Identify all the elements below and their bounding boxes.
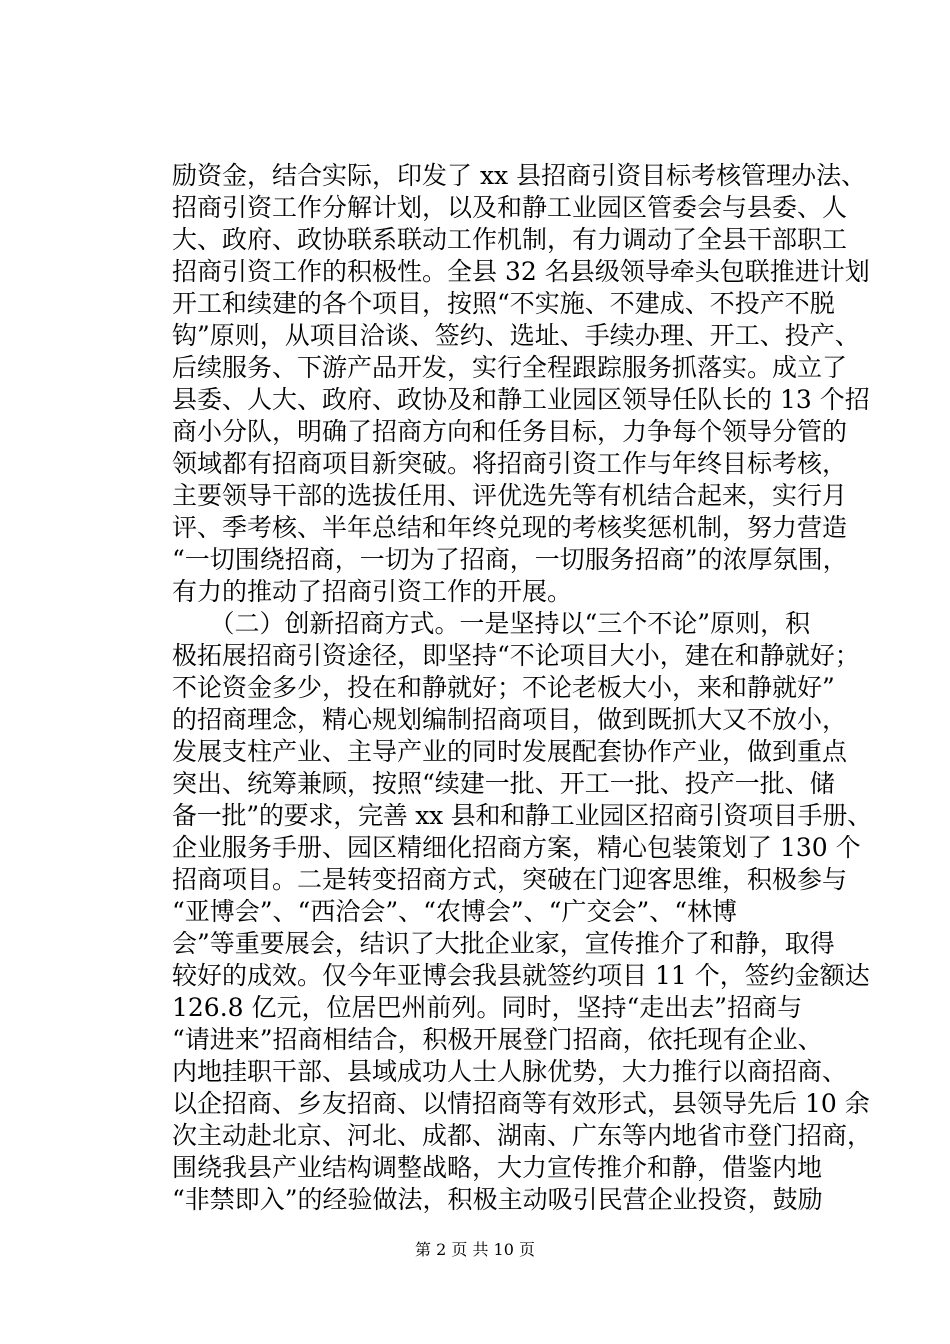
text-line: 领域都有招商项目新突破。将招商引资工作与年终目标考核， bbox=[172, 449, 848, 478]
text-line: 以企招商、乡友招商、以情招商等有效形式，县领导先后 10 余 bbox=[172, 1089, 870, 1118]
text-line: 极拓展招商引资途径，即坚持“不论项目大小，建在和静就好； bbox=[172, 641, 860, 670]
body-text bbox=[172, 160, 872, 1216]
text-line: 有力的推动了招商引资工作的开展。 bbox=[172, 577, 573, 606]
text-line: 发展支柱产业、主导产业的同时发展配套协作产业，做到重点 bbox=[172, 737, 848, 766]
text-line: 内地挂职干部、县域成功人士人脉优势，大力推行以商招商、 bbox=[172, 1057, 848, 1086]
text-line: 招商引资工作的积极性。全县 32 名县级领导牵头包联推进计划 bbox=[172, 257, 870, 286]
text-line: 评、季考核、半年总结和年终兑现的考核奖惩机制，努力营造 bbox=[172, 513, 848, 542]
text-line: “请进来”招商相结合，积极开展登门招商，依托现有企业、 bbox=[172, 1025, 823, 1054]
text-line: 励资金，结合实际，印发了 xx 县招商引资目标考核管理办法、 bbox=[172, 161, 867, 190]
text-line: 后续服务、下游产品开发，实行全程跟踪服务抓落实。成立了 bbox=[172, 353, 848, 382]
text-line: 突出、统筹兼顾，按照“续建一批、开工一批、投产一批、储 bbox=[172, 769, 835, 798]
text-line: “一切围绕招商，一切为了招商，一切服务招商”的浓厚氛围， bbox=[172, 545, 848, 574]
text-line: “亚博会”、“西洽会”、“农博会”、“广交会”、“林博 bbox=[172, 897, 738, 926]
text-line: 较好的成效。仅今年亚博会我县就签约项目 11 个，签约金额达 bbox=[172, 961, 870, 990]
text-line: 次主动赴北京、河北、成都、湖南、广东等内地省市登门招商， bbox=[172, 1121, 873, 1150]
text-line: 会”等重要展会，结识了大批企业家，宣传推介了和静，取得 bbox=[172, 929, 835, 958]
text-line: 招商项目。二是转变招商方式，突破在门迎客思维，积极参与 bbox=[172, 865, 848, 894]
text-line: 开工和续建的各个项目，按照“不实施、不建成、不投产不脱 bbox=[172, 289, 835, 318]
text-line: 招商引资工作分解计划，以及和静工业园区管委会与县委、人 bbox=[172, 193, 848, 222]
text-line: “非禁即入”的经验做法，积极主动吸引民营企业投资，鼓励 bbox=[172, 1185, 823, 1214]
text-line: 126.8 亿元，位居巴州前列。同时，坚持“走出去”招商与 bbox=[172, 993, 803, 1022]
text-line: 备一批”的要求，完善 xx 县和和静工业园区招商引资项目手册、 bbox=[172, 801, 872, 830]
page-footer: 第 2 页 共 10 页 bbox=[415, 1240, 535, 1259]
text-line: 县委、人大、政府、政协及和静工业园区领导任队长的 13 个招 bbox=[172, 385, 870, 414]
text-line: 的招商理念，精心规划编制招商项目，做到既抓大又不放小， bbox=[172, 705, 848, 734]
text-line: 围绕我县产业结构调整战略，大力宣传推介和静，借鉴内地 bbox=[172, 1153, 823, 1182]
text-line: 钩”原则，从项目洽谈、签约、选址、手续办理、开工、投产、 bbox=[172, 321, 860, 350]
text-line: 大、政府、政协联系联动工作机制，有力调动了全县干部职工 bbox=[172, 225, 848, 254]
text-line: 不论资金多少，投在和静就好；不论老板大小，来和静就好” bbox=[172, 673, 835, 702]
text-line: 主要领导干部的选拔任用、评优选先等有机结合起来，实行月 bbox=[172, 481, 848, 510]
text-line: 企业服务手册、园区精细化招商方案，精心包装策划了 130 个 bbox=[172, 833, 861, 862]
text-line: 商小分队，明确了招商方向和任务目标，力争每个领导分管的 bbox=[172, 417, 848, 446]
paragraph-start-line: （二）创新招商方式。一是坚持以“三个不论”原则，积 bbox=[172, 609, 811, 638]
